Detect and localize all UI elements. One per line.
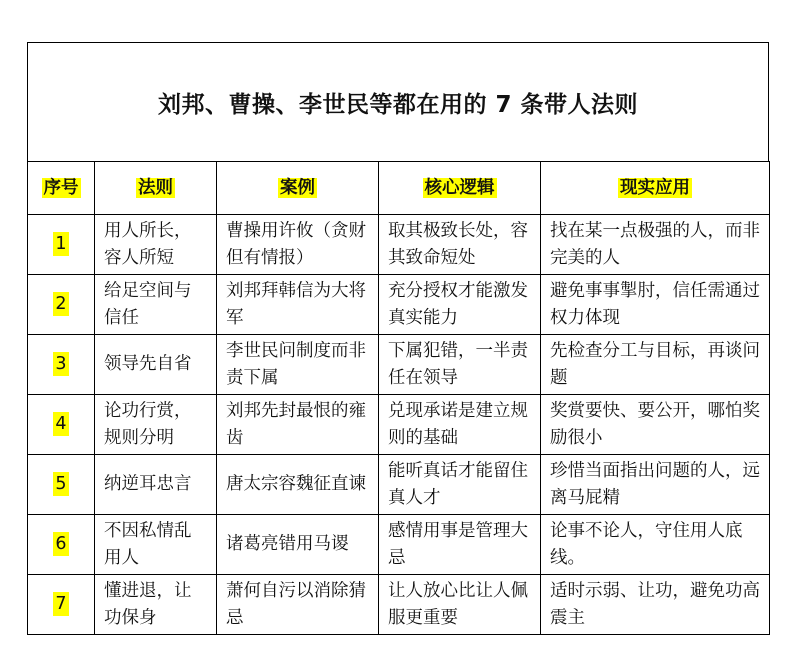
table-row bbox=[28, 335, 770, 395]
document-title: 刘邦、曹操、李世民等都在用的 7 条带人法则 bbox=[157, 91, 639, 118]
table-row bbox=[28, 395, 770, 455]
header-num bbox=[28, 162, 95, 215]
rule-cell: 纳逆耳忠言 bbox=[95, 455, 217, 515]
table-row bbox=[28, 275, 770, 335]
row-num-cell bbox=[28, 335, 95, 395]
header-logic bbox=[379, 162, 541, 215]
case-cell: 萧何自污以消除猜忌 bbox=[217, 575, 379, 635]
header-rule bbox=[95, 162, 217, 215]
row-num-cell bbox=[28, 515, 95, 575]
logic-cell: 下属犯错，一半责任在领导 bbox=[379, 335, 541, 395]
rules-table bbox=[27, 161, 770, 635]
application-cell: 论事不论人，守住用人底线。 bbox=[541, 515, 770, 575]
rule-cell: 领导先自省 bbox=[95, 335, 217, 395]
header-rule-label: 法则 bbox=[138, 177, 173, 198]
rule-cell: 不因私情乱用人 bbox=[95, 515, 217, 575]
logic-cell: 让人放心比让人佩服更重要 bbox=[379, 575, 541, 635]
title-cell bbox=[27, 42, 769, 161]
row-num: 2 bbox=[55, 294, 67, 314]
logic-cell: 取其极致长处，容其致命短处 bbox=[379, 215, 541, 275]
table-row bbox=[28, 515, 770, 575]
table-row bbox=[28, 215, 770, 275]
case-cell: 唐太宗容魏征直谏 bbox=[217, 455, 379, 515]
case-cell: 刘邦拜韩信为大将军 bbox=[217, 275, 379, 335]
header-case-label: 案例 bbox=[280, 177, 315, 198]
logic-cell: 兑现承诺是建立规则的基础 bbox=[379, 395, 541, 455]
header-case bbox=[217, 162, 379, 215]
case-cell: 诸葛亮错用马谡 bbox=[217, 515, 379, 575]
header-application bbox=[541, 162, 770, 215]
application-cell: 珍惜当面指出问题的人，远离马屁精 bbox=[541, 455, 770, 515]
rule-cell: 懂进退，让功保身 bbox=[95, 575, 217, 635]
logic-cell: 感情用事是管理大忌 bbox=[379, 515, 541, 575]
document-page bbox=[27, 42, 769, 635]
rule-cell: 用人所长，容人所短 bbox=[95, 215, 217, 275]
row-num-cell bbox=[28, 395, 95, 455]
row-num-cell bbox=[28, 575, 95, 635]
row-num: 1 bbox=[55, 234, 67, 254]
application-cell: 适时示弱、让功，避免功高震主 bbox=[541, 575, 770, 635]
case-cell: 李世民问制度而非责下属 bbox=[217, 335, 379, 395]
row-num: 6 bbox=[55, 534, 67, 554]
row-num: 7 bbox=[55, 594, 67, 614]
table-row bbox=[28, 455, 770, 515]
header-application-label: 现实应用 bbox=[620, 177, 690, 198]
application-cell: 奖赏要快、要公开，哪怕奖励很小 bbox=[541, 395, 770, 455]
rule-cell: 论功行赏，规则分明 bbox=[95, 395, 217, 455]
table-header-row bbox=[28, 162, 770, 215]
header-num-label: 序号 bbox=[43, 177, 79, 198]
row-num-cell bbox=[28, 275, 95, 335]
row-num-cell bbox=[28, 455, 95, 515]
logic-cell: 充分授权才能激发真实能力 bbox=[379, 275, 541, 335]
case-cell: 刘邦先封最恨的雍齿 bbox=[217, 395, 379, 455]
case-cell: 曹操用许攸（贪财但有情报） bbox=[217, 215, 379, 275]
application-cell: 先检查分工与目标，再谈问题 bbox=[541, 335, 770, 395]
application-cell: 找在某一点极强的人，而非完美的人 bbox=[541, 215, 770, 275]
rule-cell: 给足空间与信任 bbox=[95, 275, 217, 335]
header-logic-label: 核心逻辑 bbox=[424, 177, 495, 198]
logic-cell: 能听真话才能留住真人才 bbox=[379, 455, 541, 515]
table-row bbox=[28, 575, 770, 635]
application-cell: 避免事事掣肘，信任需通过权力体现 bbox=[541, 275, 770, 335]
row-num: 4 bbox=[55, 414, 67, 434]
row-num-cell bbox=[28, 215, 95, 275]
row-num: 3 bbox=[55, 354, 67, 374]
row-num: 5 bbox=[55, 474, 67, 494]
